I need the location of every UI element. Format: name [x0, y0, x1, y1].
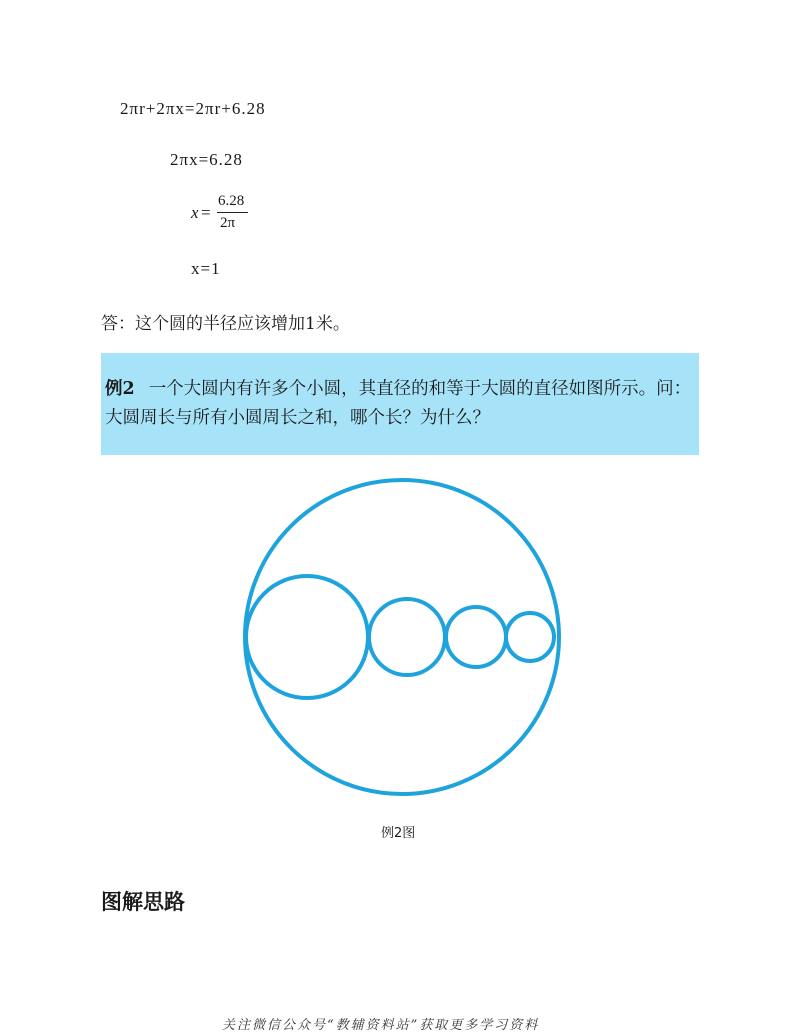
fraction-numerator: 6.28 — [218, 193, 245, 209]
example-label: 例2 — [105, 379, 135, 399]
equation-line-2: 2πx=6.28 — [170, 150, 243, 169]
section-heading: 图解思路 — [101, 890, 185, 914]
circles-figure — [230, 470, 575, 810]
fraction-equals: = — [201, 203, 211, 222]
small-circle-1 — [246, 576, 368, 698]
fraction-denominator: 2π — [220, 215, 236, 231]
footer-watermark: 关注微信公众号“教辅资料站”获取更多学习资料 — [222, 1018, 540, 1033]
small-circle-4 — [506, 613, 554, 661]
equation-fraction — [191, 193, 261, 237]
answer-text: 答：这个圆的半径应该增加1米。 — [101, 314, 350, 334]
example-box — [101, 353, 699, 455]
example-question: 一个大圆内有许多个小圆，其直径的和等于大圆的直径如图所示。问：大圆周长与所有小圆周长之和，哪个长？为什么？ — [105, 379, 692, 428]
large-circle — [245, 480, 559, 794]
fraction-variable: x — [191, 203, 199, 222]
equation-line-4: x=1 — [191, 259, 221, 278]
small-circle-3 — [446, 607, 506, 667]
example-paragraph — [105, 375, 699, 433]
fraction-bar — [217, 212, 248, 213]
figure-caption: 例2图 — [381, 826, 416, 841]
small-circle-2 — [369, 599, 445, 675]
equation-line-1: 2πr+2πx=2πr+6.28 — [120, 99, 266, 118]
